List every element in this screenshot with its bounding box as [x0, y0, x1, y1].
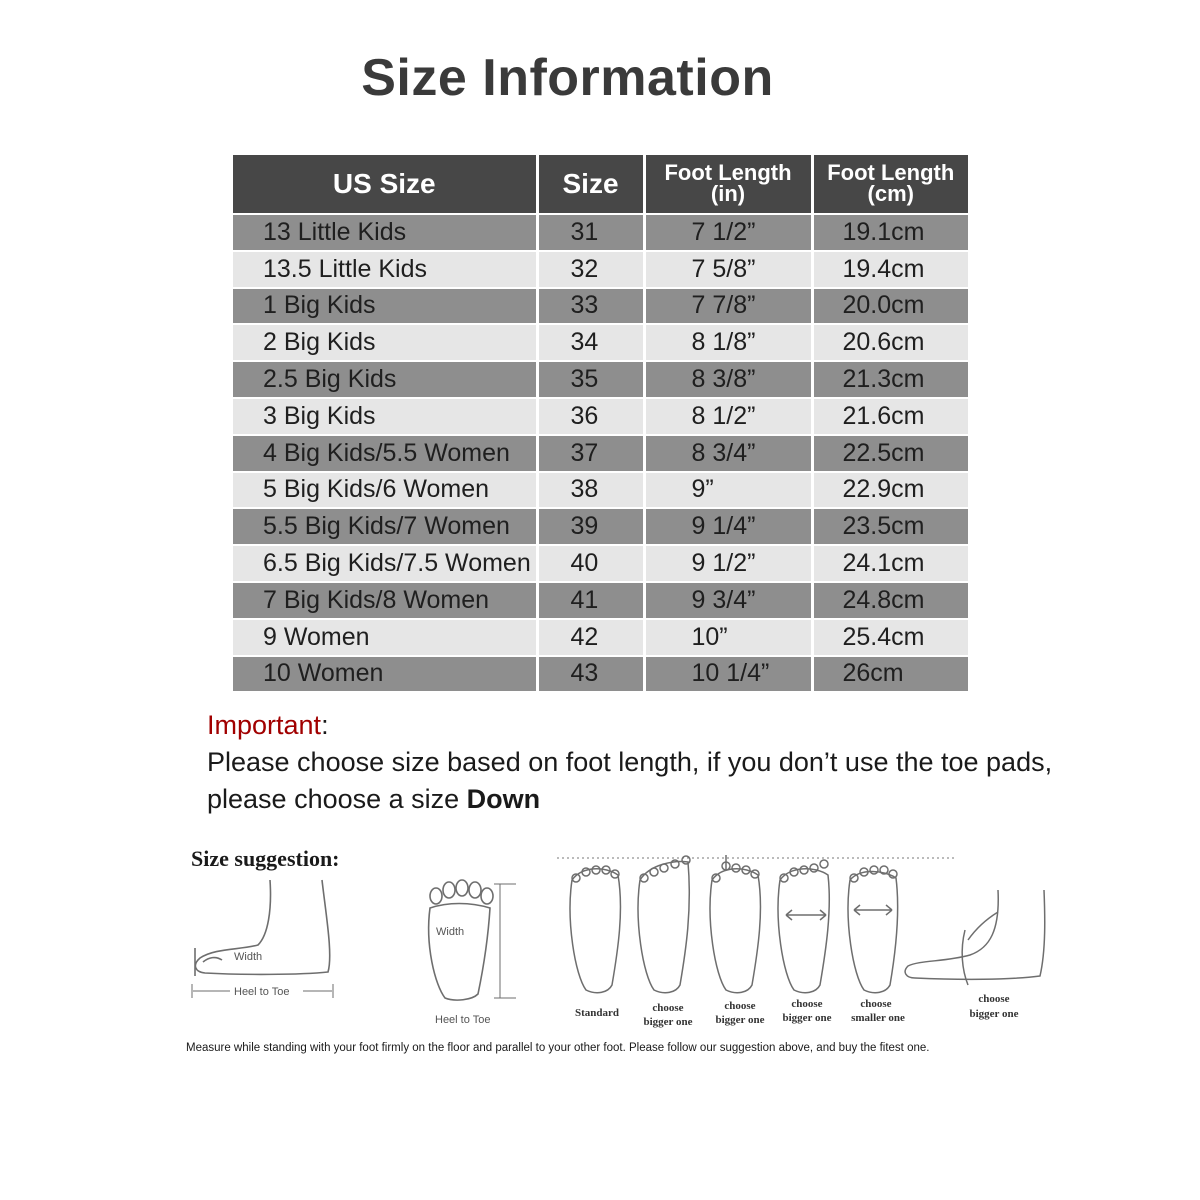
table-row [233, 508, 968, 545]
cell-size: 41 [537, 582, 644, 619]
cell-foot-length-in: 10 1/4” [644, 656, 812, 692]
cell-us-size: 5.5 Big Kids/7 Women [233, 508, 537, 545]
caption-6-line1: choose [978, 993, 1010, 1005]
caption-3-line2: bigger one [715, 1014, 765, 1026]
cell-size: 33 [537, 288, 644, 325]
size-suggestion-illustration [180, 840, 1060, 1030]
table-row [233, 545, 968, 582]
cell-us-size: 13 Little Kids [233, 214, 537, 251]
heel-to-toe-label-1: Heel to Toe [234, 986, 290, 998]
measure-note: Measure while standing with your foot firmly on the floor and parallel to your other foot. Please follow our suggestion above, and buy the fitest one. [186, 1042, 930, 1054]
cell-us-size: 9 Women [233, 619, 537, 656]
cell-us-size: 1 Big Kids [233, 288, 537, 325]
table-row [233, 656, 968, 692]
cell-foot-length-cm: 19.1cm [812, 214, 968, 251]
table-row [233, 288, 968, 325]
cell-size: 38 [537, 472, 644, 509]
width-label-1: Width [234, 951, 263, 963]
cell-size: 32 [537, 251, 644, 288]
important-label: Important [207, 710, 322, 740]
width-label-2: Width [436, 926, 465, 938]
foot-smaller-icon [848, 866, 898, 993]
note-emphasis: Down [466, 784, 541, 814]
cell-foot-length-in: 8 1/8” [644, 324, 812, 361]
header-us-size: US Size [233, 155, 537, 214]
foot-side-arch-icon [905, 890, 1045, 985]
cell-us-size: 10 Women [233, 656, 537, 692]
cell-foot-length-cm: 26cm [812, 656, 968, 692]
caption-4-line2: bigger one [782, 1012, 832, 1024]
header-foot-length-cm: Foot Length (cm) [812, 155, 968, 214]
cell-us-size: 5 Big Kids/6 Women [233, 472, 537, 509]
cell-foot-length-cm: 25.4cm [812, 619, 968, 656]
cell-foot-length-cm: 24.8cm [812, 582, 968, 619]
table-row [233, 361, 968, 398]
cell-foot-length-cm: 19.4cm [812, 251, 968, 288]
page-title: Size Information [361, 49, 774, 107]
cell-foot-length-cm: 24.1cm [812, 545, 968, 582]
cell-foot-length-cm: 23.5cm [812, 508, 968, 545]
cell-foot-length-cm: 20.6cm [812, 324, 968, 361]
important-colon: : [321, 710, 329, 740]
header-foot-length-in: Foot Length (in) [644, 155, 812, 214]
size-table [233, 155, 968, 691]
size-suggestion-title: Size suggestion: [191, 846, 340, 871]
caption-4-line1: choose [791, 998, 823, 1010]
cell-foot-length-in: 9 1/4” [644, 508, 812, 545]
cell-us-size: 3 Big Kids [233, 398, 537, 435]
cell-size: 37 [537, 435, 644, 472]
cell-foot-length-cm: 22.9cm [812, 472, 968, 509]
cell-foot-length-in: 9 1/2” [644, 545, 812, 582]
cell-foot-length-in: 7 1/2” [644, 214, 812, 251]
foot-sole-icon [429, 880, 493, 1000]
cell-foot-length-in: 7 7/8” [644, 288, 812, 325]
foot-bigger-2-icon [710, 855, 760, 993]
table-row [233, 251, 968, 288]
caption-5-line2: smaller one [851, 1012, 905, 1024]
important-note [207, 707, 1067, 818]
cell-us-size: 6.5 Big Kids/7.5 Women [233, 545, 537, 582]
table-row [233, 619, 968, 656]
table-row [233, 582, 968, 619]
caption-2-line1: choose [652, 1002, 684, 1014]
cell-foot-length-cm: 22.5cm [812, 435, 968, 472]
table-row [233, 472, 968, 509]
caption-standard: Standard [574, 1007, 620, 1019]
table-row [233, 398, 968, 435]
cell-foot-length-in: 8 1/2” [644, 398, 812, 435]
cell-us-size: 4 Big Kids/5.5 Women [233, 435, 537, 472]
caption-5-line1: choose [860, 998, 892, 1010]
note-text: Please choose size based on foot length, if you don’t use the toe pads, please choose a size [207, 747, 1053, 814]
heel-to-toe-label-2: Heel to Toe [435, 1014, 491, 1026]
cell-us-size: 7 Big Kids/8 Women [233, 582, 537, 619]
cell-foot-length-in: 8 3/8” [644, 361, 812, 398]
cell-us-size: 2.5 Big Kids [233, 361, 537, 398]
caption-6-line2: bigger one [969, 1008, 1019, 1020]
cell-foot-length-in: 8 3/4” [644, 435, 812, 472]
table-header-row [233, 155, 968, 214]
side-foot-icon [195, 880, 330, 976]
heel-to-toe-arrow-2 [494, 884, 516, 998]
cell-size: 39 [537, 508, 644, 545]
cell-size: 35 [537, 361, 644, 398]
table-row [233, 214, 968, 251]
foot-standard-icon [570, 866, 620, 993]
cell-size: 40 [537, 545, 644, 582]
cell-foot-length-cm: 21.6cm [812, 398, 968, 435]
cell-size: 42 [537, 619, 644, 656]
cell-foot-length-in: 10” [644, 619, 812, 656]
cell-size: 43 [537, 656, 644, 692]
cell-foot-length-in: 9” [644, 472, 812, 509]
foot-bigger-1-icon [638, 856, 690, 993]
caption-2-line2: bigger one [643, 1016, 693, 1028]
table-row [233, 324, 968, 361]
table-row [233, 435, 968, 472]
cell-foot-length-in: 9 3/4” [644, 582, 812, 619]
cell-foot-length-cm: 20.0cm [812, 288, 968, 325]
header-size: Size [537, 155, 644, 214]
cell-us-size: 2 Big Kids [233, 324, 537, 361]
cell-foot-length-in: 7 5/8” [644, 251, 812, 288]
cell-foot-length-cm: 21.3cm [812, 361, 968, 398]
cell-size: 36 [537, 398, 644, 435]
cell-size: 34 [537, 324, 644, 361]
cell-size: 31 [537, 214, 644, 251]
cell-us-size: 13.5 Little Kids [233, 251, 537, 288]
foot-bigger-3-icon [778, 860, 829, 993]
caption-3-line1: choose [724, 1000, 756, 1012]
